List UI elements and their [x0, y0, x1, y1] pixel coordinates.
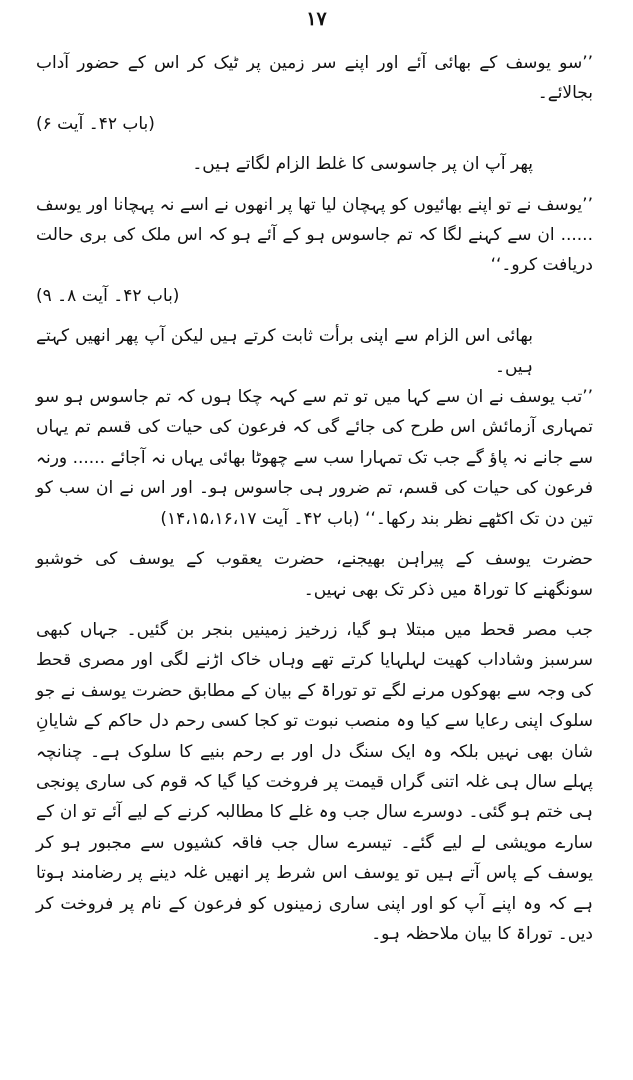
paragraph-7: جب مصر قحط میں مبتلا ہو گیا، زرخیز زمینیں بنجر بن گئیں۔ جہاں کبھی سرسبز وشاداب کھیت لہلہایا کرتے تھے وہاں خاک اڑنے لگی اور مصری قحط کی وجہ سے بھوکوں مرنے لگے تو توراۃ کے بیان کے مطابق حضرت یوسف نے جو سلوک اپنی رعایا سے کیا وہ منصب نبوت تو کجا کسی رحم دل حاکم کے شایانِ شان بھی نہیں بلکہ وہ ایک سنگ دل اور بے رحم بنیے کا سلوک ہے۔ چنانچہ پہلے سال ہی غلہ اتنی گراں قیمت پر فروخت کیا گیا کہ قوم کی ساری پونجی ہی ختم ہو گئی۔ دوسرے سال جب وہ غلے کا مطالبہ کرنے کے لیے آئے تو ان کے سارے مویشی لے لیے گئے۔ تیسرے سال جب فاقہ کشیوں سے مجبور ہو کر یوسف کے پاس آتے ہیں تو یوسف اس شرط پر انھیں غلہ دینے پر رضامند ہوتا ہے کہ وہ اپنے آپ کو اور اپنی ساری زمینوں کو فرعون کے نام پر فروخت کر دیں۔ توراۃ کا بیان ملاحظہ ہو۔: [36, 619, 593, 944]
paragraph-6: حضرت یوسف کے پیراہن بھیجنے، حضرت یعقوب کے یوسف کی خوشبو سونگھنے کا توراۃ میں ذکر تک بھی نہیں۔: [36, 549, 593, 600]
paragraph-2: پھر آپ ان پر جاسوسی کا غلط الزام لگاتے ہیں۔: [192, 154, 533, 175]
paragraph-4: بھائی اس الزام سے اپنی برأت ثابت کرتے ہیں لیکن آپ پھر انھیں کہتے ہیں۔: [36, 326, 533, 377]
quote-paragraph-1: ’’سو یوسف کے بھائی آئے اور اپنے سر زمین پر ٹیک کر اس کے حضور آداب بجالائے۔: [36, 53, 593, 104]
page-body: [36, 48, 593, 949]
quote-paragraph-3: ’’یوسف نے تو اپنے بھائیوں کو پہچان لیا تھا پر انھوں نے اسے نہ پہچانا اور یوسف ...... ان سے کہنے لگا کہ تم جاسوس ہو کے آئے ہو کہ اس ملک کی بری حالت دریافت کرو۔‘‘: [36, 194, 593, 276]
reference-1: (باب ۴۲۔ آیت ۶): [36, 113, 155, 134]
page-number: ۱۷: [306, 8, 327, 30]
quote-paragraph-5: ’’تب یوسف نے ان سے کہا میں تو تم سے کہہ چکا ہوں کہ تم جاسوس ہو سو تمہاری آزمائش اس طرح کی جائے گی کہ فرعون کی حیات کی قسم تم یہاں سے جانے نہ پاؤ گے جب تک تمہارا سب سے چھوٹا بھائی یہاں نہ آجائے ...... ورنہ فرعون کی حیات کی قسم، تم ضرور ہی جاسوس ہو۔ اور اس نے ان سب کو تین دن تک اکٹھے نظر بند رکھا۔‘‘ (باب ۴۲۔ آیت ۱۴،۱۵،۱۶،۱۷): [36, 387, 593, 529]
reference-2: (باب ۴۲۔ آیت ۸۔ ۹): [36, 285, 180, 306]
